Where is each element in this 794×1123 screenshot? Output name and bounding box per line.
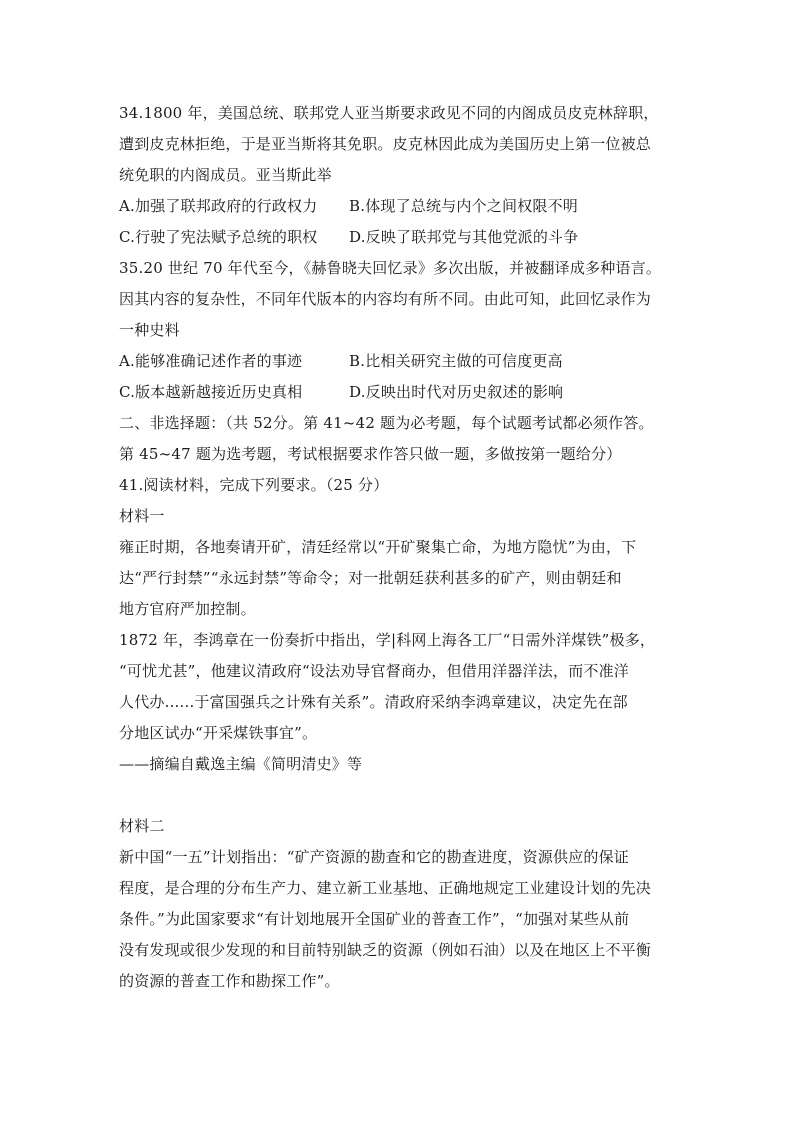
question-35-stem-line: 35.20 世纪 70 年代至今，《赫鲁晓夫回忆录》多次出版，并被翻译成多种语言。: [119, 259, 662, 277]
material-1-line: 雍正时期，各地奏请开矿，清廷经常以“开矿聚集亡命，为地方隐忧”为由，下: [119, 538, 637, 556]
section-2-line: 二、非选择题：（共 52分。第 41~42 题为必考题，每个试题考试都必须作答。: [119, 414, 654, 432]
question-34-options-row: [119, 222, 681, 253]
material-1-line: 分地区试办“开采煤铁事宜”。: [119, 724, 318, 742]
question-41-title: 41.阅读材料，完成下列要求。（25 分）: [119, 476, 389, 494]
question-41: [119, 470, 681, 997]
question-34-options-row: [119, 191, 681, 222]
material-2-line: 没有发现或很少发现的和目前特别缺乏的资源（例如石油）以及在地区上不平衡: [119, 941, 652, 959]
question-34-stem-line: 统免职的内阁成员。亚当斯此举: [119, 166, 332, 184]
option-c: C.版本越新越接近历史真相: [119, 383, 303, 401]
material-1-line: 达“严行封禁”“永远封禁”等命令；对一批朝廷获利甚多的矿产，则由朝廷和: [119, 569, 622, 587]
option-b: B.比相关研究主做的可信度更高: [349, 352, 563, 370]
material-2: [119, 811, 681, 997]
material-1-source: ——摘编自戴逸主编《简明清史》等: [119, 755, 363, 773]
material-1-line: 地方官府严加控制。: [119, 600, 256, 618]
question-34-stem-line: 34.1800 年，美国总统、联邦党人亚当斯要求政见不同的内阁成员皮克林辞职，: [119, 104, 659, 122]
question-35-stem-line: 一种史料: [119, 321, 180, 339]
question-34-stem-line: 遭到皮克林拒绝，于是亚当斯将其免职。皮克林因此成为美国历史上第一位被总: [119, 135, 652, 153]
question-35: [119, 253, 681, 408]
option-d: D.反映出时代对历史叙述的影响: [349, 383, 564, 401]
material-2-line: 程度，是合理的分布生产力、建立新工业基地、正确地规定工业建设计划的先决: [119, 879, 652, 897]
option-d: D.反映了联邦党与其他党派的斗争: [349, 228, 579, 246]
question-35-options-row: [119, 377, 681, 408]
question-35-options-row: [119, 346, 681, 377]
material-1-line: 1872 年，李鸿章在一份奏折中指出，学|科网上海各工厂“日需外洋煤铁”极多，: [119, 631, 656, 649]
option-c: C.行驶了宪法赋予总统的职权: [119, 228, 318, 246]
question-35-stem-line: 因其内容的复杂性，不同年代版本的内容均有所不同。由此可知，此回忆录作为: [119, 290, 652, 308]
material-2-heading: 材料二: [119, 817, 165, 835]
material-2-line: 的资源的普查工作和勘探工作”。: [119, 972, 340, 990]
section-2-instructions: [119, 408, 681, 470]
option-a: A.能够准确记述作者的事迹: [119, 352, 303, 370]
option-b: B.体现了总统与内个之间权限不明: [349, 197, 578, 215]
blank-line: [119, 780, 681, 811]
section-2-line: 第 45~47 题为选考题，考试根据要求作答只做一题，多做按第一题给分）: [119, 445, 622, 463]
document-page: [119, 98, 681, 997]
material-1: [119, 501, 681, 780]
material-2-line: 新中国“一五”计划指出：“矿产资源的勘查和它的勘查进度，资源供应的保证: [119, 848, 630, 866]
material-1-line: “可忧尤甚”，他建议清政府“设法劝导官督商办，但借用洋器洋法，而不准洋: [119, 662, 630, 680]
option-a: A.加强了联邦政府的行政权力: [119, 197, 318, 215]
question-34: [119, 98, 681, 253]
material-2-line: 条件。”为此国家要求“有计划地展开全国矿业的普查工作”，“加强对某些从前: [119, 910, 630, 928]
material-1-line: 人代办......于富国强兵之计殊有关系”。清政府采纳李鸿章建议，决定先在部: [119, 693, 628, 711]
material-1-heading: 材料一: [119, 507, 165, 525]
